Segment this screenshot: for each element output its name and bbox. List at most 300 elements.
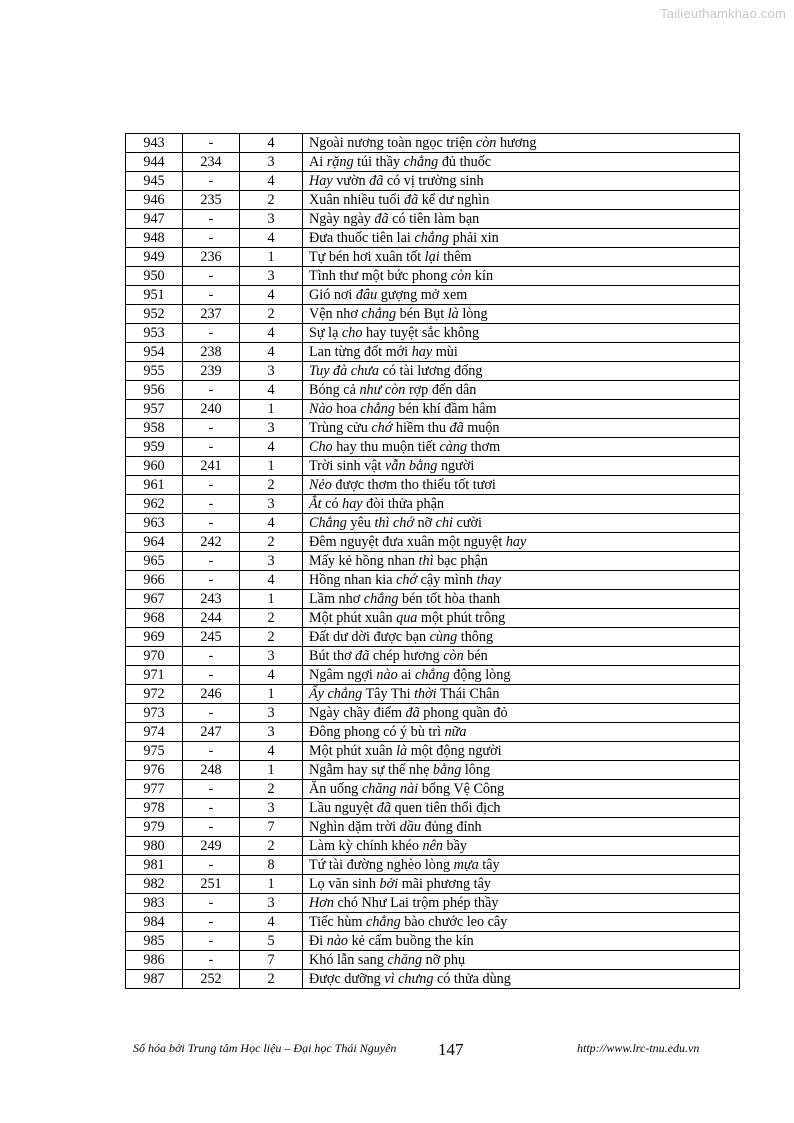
verse-text-cell (303, 685, 740, 704)
poem-number-cell: - (183, 381, 240, 400)
verse-text: bén tốt hòa thanh (398, 590, 501, 607)
emphasized-word: chẳng (366, 913, 401, 930)
verse-text: lông (461, 761, 491, 778)
emphasized-word: đã (405, 704, 420, 721)
row-number-cell: 956 (126, 381, 183, 400)
watermark: Tailieuthamkhao.com (660, 6, 786, 21)
verse-table-body (126, 134, 740, 989)
emphasized-word: đã (369, 172, 384, 189)
verse-text: Ngâm ngợi (309, 666, 377, 683)
verse-text-cell (303, 229, 740, 248)
line-number-cell: 3 (240, 153, 303, 172)
row-number-cell: 978 (126, 799, 183, 818)
verse-text: Đi (309, 932, 327, 949)
row-number-cell: 948 (126, 229, 183, 248)
verse-text: bén Bụt (396, 305, 448, 322)
poem-number-cell: - (183, 818, 240, 837)
verse-text: đủ thuốc (438, 153, 492, 170)
emphasized-word: Hay (309, 172, 333, 189)
row-number-cell: 983 (126, 894, 183, 913)
verse-text-cell (303, 780, 740, 799)
verse-text: Tình thư một bức phong (309, 267, 451, 284)
poem-number-cell: 251 (183, 875, 240, 894)
emphasized-word: bằng (432, 761, 462, 778)
emphasized-word: bởi (379, 875, 399, 892)
emphasized-word: nữa (444, 723, 467, 740)
verse-text: có (321, 495, 343, 512)
verse-text: Mấy kẻ hồng nhan (309, 552, 419, 569)
poem-number-cell: - (183, 134, 240, 153)
poem-number-cell: - (183, 799, 240, 818)
verse-text-cell (303, 571, 740, 590)
row-number-cell: 976 (126, 761, 183, 780)
row-number-cell: 946 (126, 191, 183, 210)
line-number-cell: 4 (240, 571, 303, 590)
poem-number-cell: - (183, 267, 240, 286)
line-number-cell: 3 (240, 552, 303, 571)
verse-text: một động người (407, 742, 502, 759)
verse-text-cell (303, 761, 740, 780)
verse-text: Tự bén hơi xuân tốt (309, 248, 425, 265)
row-number-cell: 977 (126, 780, 183, 799)
table-row (126, 704, 740, 723)
line-number-cell: 4 (240, 286, 303, 305)
verse-text: có tiên làm bạn (388, 210, 480, 227)
table-row (126, 818, 740, 837)
emphasized-word: Tuy đà chưa (309, 362, 380, 379)
verse-text-cell (303, 191, 740, 210)
table-row (126, 932, 740, 951)
verse-text: vườn (332, 172, 370, 189)
verse-text-cell (303, 609, 740, 628)
verse-text: kể dư nghìn (418, 191, 490, 208)
verse-text-cell (303, 970, 740, 989)
line-number-cell: 2 (240, 628, 303, 647)
line-number-cell: 2 (240, 533, 303, 552)
line-number-cell: 3 (240, 647, 303, 666)
emphasized-word: lại (424, 248, 440, 265)
verse-text: Làm kỳ chính khéo (309, 837, 423, 854)
verse-text: yêu (346, 514, 375, 531)
emphasized-word: Chẳng (309, 514, 347, 531)
row-number-cell: 959 (126, 438, 183, 457)
row-number-cell: 954 (126, 343, 183, 362)
row-number-cell: 970 (126, 647, 183, 666)
verse-text: Được dưỡng (309, 970, 385, 987)
verse-text: Lầu nguyệt (309, 799, 377, 816)
table-row (126, 894, 740, 913)
row-number-cell: 979 (126, 818, 183, 837)
emphasized-word: Nẻo (309, 476, 332, 493)
verse-text-cell (303, 267, 740, 286)
emphasized-word: chẳng (414, 229, 450, 246)
line-number-cell: 2 (240, 191, 303, 210)
verse-text-cell (303, 305, 740, 324)
verse-text: nỡ phụ (422, 951, 466, 968)
emphasized-word: chẳng (403, 153, 439, 170)
table-row (126, 286, 740, 305)
table-row (126, 666, 740, 685)
verse-text: phải xin (449, 229, 499, 246)
verse-text: Hồng nhan kia (309, 571, 397, 588)
table-row (126, 609, 740, 628)
row-number-cell: 973 (126, 704, 183, 723)
line-number-cell: 1 (240, 685, 303, 704)
line-number-cell: 3 (240, 799, 303, 818)
verse-text: Ngày chầy điểm (309, 704, 406, 721)
line-number-cell: 4 (240, 134, 303, 153)
verse-text-cell (303, 875, 740, 894)
verse-text-cell (303, 248, 740, 267)
verse-text-cell (303, 457, 740, 476)
poem-number-cell: 243 (183, 590, 240, 609)
verse-text: Đông phong có ý bù trì (309, 723, 445, 740)
row-number-cell: 987 (126, 970, 183, 989)
emphasized-word: thay (476, 571, 501, 588)
table-row (126, 438, 740, 457)
table-row (126, 913, 740, 932)
poem-number-cell: 245 (183, 628, 240, 647)
verse-text: hay tuyệt sắc không (362, 324, 480, 341)
row-number-cell: 952 (126, 305, 183, 324)
emphasized-word: chớ (371, 419, 393, 436)
poem-number-cell: - (183, 856, 240, 875)
poem-number-cell: - (183, 476, 240, 495)
verse-text-cell (303, 723, 740, 742)
poem-number-cell: 252 (183, 970, 240, 989)
table-row (126, 229, 740, 248)
emphasized-word: dầu (399, 818, 421, 835)
verse-text-cell (303, 134, 740, 153)
verse-text-cell (303, 476, 740, 495)
emphasized-word: nào (326, 932, 349, 949)
poem-number-cell: - (183, 571, 240, 590)
row-number-cell: 960 (126, 457, 183, 476)
row-number-cell: 955 (126, 362, 183, 381)
emphasized-word: còn (475, 134, 497, 151)
verse-text-cell (303, 856, 740, 875)
line-number-cell: 1 (240, 875, 303, 894)
verse-text-cell (303, 818, 740, 837)
verse-text-cell (303, 799, 740, 818)
row-number-cell: 985 (126, 932, 183, 951)
line-number-cell: 3 (240, 419, 303, 438)
row-number-cell: 951 (126, 286, 183, 305)
verse-text: Một phút xuân (309, 742, 397, 759)
verse-text-cell (303, 666, 740, 685)
poem-number-cell: - (183, 514, 240, 533)
footer-url: http://www.lrc-tnu.edu.vn (577, 1041, 700, 1055)
poem-number-cell: - (183, 742, 240, 761)
table-row (126, 856, 740, 875)
verse-text: Tây Thi (362, 685, 415, 702)
row-number-cell: 968 (126, 609, 183, 628)
line-number-cell: 3 (240, 723, 303, 742)
row-number-cell: 980 (126, 837, 183, 856)
verse-text: phong quần đỏ (419, 704, 508, 721)
emphasized-word: chăng nài (361, 780, 419, 797)
row-number-cell: 950 (126, 267, 183, 286)
verse-text: hiềm thu (392, 419, 450, 436)
verse-text: Sự lạ (309, 324, 342, 341)
emphasized-word: Ắt (309, 495, 322, 512)
row-number-cell: 949 (126, 248, 183, 267)
poem-number-cell: 249 (183, 837, 240, 856)
line-number-cell: 2 (240, 609, 303, 628)
row-number-cell: 947 (126, 210, 183, 229)
poem-number-cell: - (183, 932, 240, 951)
poem-number-cell: 238 (183, 343, 240, 362)
table-row (126, 305, 740, 324)
emphasized-word: chẳng (361, 305, 397, 322)
verse-text: Ngẫm hay sự thế nhẹ (309, 761, 433, 778)
row-number-cell: 986 (126, 951, 183, 970)
emphasized-word: hay (411, 343, 433, 360)
row-number-cell: 969 (126, 628, 183, 647)
line-number-cell: 2 (240, 970, 303, 989)
verse-text: quen tiên thổi địch (390, 799, 501, 816)
table-row (126, 210, 740, 229)
line-number-cell: 2 (240, 476, 303, 495)
table-row (126, 514, 740, 533)
table-row (126, 799, 740, 818)
row-number-cell: 957 (126, 400, 183, 419)
poem-number-cell: - (183, 324, 240, 343)
emphasized-word: là (447, 305, 459, 322)
row-number-cell: 962 (126, 495, 183, 514)
line-number-cell: 1 (240, 248, 303, 267)
poem-number-cell: - (183, 438, 240, 457)
line-number-cell: 1 (240, 400, 303, 419)
table-row (126, 419, 740, 438)
verse-text-cell (303, 400, 740, 419)
line-number-cell: 3 (240, 267, 303, 286)
line-number-cell: 1 (240, 761, 303, 780)
verse-text: hay thu muộn tiết (332, 438, 440, 455)
line-number-cell: 1 (240, 457, 303, 476)
verse-text-cell (303, 647, 740, 666)
table-row (126, 571, 740, 590)
verse-text: Đưa thuốc tiên lai (309, 229, 415, 246)
poem-number-cell: 242 (183, 533, 240, 552)
line-number-cell: 3 (240, 210, 303, 229)
emphasized-word: là (396, 742, 408, 759)
verse-text: Một phút xuân (309, 609, 397, 626)
row-number-cell: 972 (126, 685, 183, 704)
row-number-cell: 945 (126, 172, 183, 191)
verse-text: chép hương (369, 647, 444, 664)
emphasized-word: đâu (355, 286, 378, 303)
table-row (126, 780, 740, 799)
row-number-cell: 975 (126, 742, 183, 761)
verse-text: một phút trông (417, 609, 506, 626)
page-number: 147 (438, 1040, 464, 1059)
verse-text: kín (471, 267, 494, 284)
verse-text: Lọ văn sinh (309, 875, 380, 892)
verse-text-cell (303, 324, 740, 343)
verse-text-cell (303, 153, 740, 172)
emphasized-word: nào (376, 666, 398, 683)
emphasized-word: nên (422, 837, 443, 854)
verse-text: thơm (467, 438, 501, 455)
verse-text: muộn (463, 419, 500, 436)
verse-text: đòi thửa phận (362, 495, 444, 512)
table-row (126, 248, 740, 267)
emphasized-word: Hơn (309, 894, 334, 911)
emphasized-word: cho (341, 324, 363, 341)
verse-text: động lòng (449, 666, 511, 683)
emphasized-word: Ấy chẳng (309, 685, 363, 702)
verse-text: tây (478, 856, 500, 873)
poem-number-cell: 248 (183, 761, 240, 780)
verse-text: thêm (439, 248, 472, 265)
table-row (126, 267, 740, 286)
table-row (126, 628, 740, 647)
emphasized-word: đã (449, 419, 464, 436)
emphasized-word: chi (435, 514, 453, 531)
line-number-cell: 4 (240, 343, 303, 362)
verse-text-cell (303, 704, 740, 723)
verse-text-cell (303, 894, 740, 913)
verse-text-cell (303, 381, 740, 400)
verse-text-cell (303, 742, 740, 761)
verse-text-cell (303, 438, 740, 457)
verse-text: hương (496, 134, 537, 151)
line-number-cell: 8 (240, 856, 303, 875)
line-number-cell: 3 (240, 362, 303, 381)
verse-text: Bóng cả (309, 381, 360, 398)
line-number-cell: 4 (240, 438, 303, 457)
line-number-cell: 3 (240, 704, 303, 723)
verse-text: Trời sinh vật (309, 457, 385, 474)
emphasized-word: vì chưng (384, 970, 434, 987)
table-row (126, 552, 740, 571)
verse-text: ai (397, 666, 416, 683)
verse-text-cell (303, 951, 740, 970)
verse-text: cười (452, 514, 482, 531)
row-number-cell: 943 (126, 134, 183, 153)
poem-number-cell: - (183, 951, 240, 970)
verse-text: gượng mở xem (377, 286, 468, 303)
row-number-cell: 982 (126, 875, 183, 894)
poem-number-cell: 234 (183, 153, 240, 172)
line-number-cell: 7 (240, 818, 303, 837)
verse-text: bén (463, 647, 488, 664)
row-number-cell: 965 (126, 552, 183, 571)
row-number-cell: 971 (126, 666, 183, 685)
line-number-cell: 4 (240, 666, 303, 685)
line-number-cell: 4 (240, 742, 303, 761)
table-row (126, 970, 740, 989)
poem-number-cell: 239 (183, 362, 240, 381)
verse-text-cell (303, 210, 740, 229)
line-number-cell: 4 (240, 913, 303, 932)
table-row (126, 875, 740, 894)
emphasized-word: thì chớ (374, 514, 414, 531)
row-number-cell: 984 (126, 913, 183, 932)
row-number-cell: 963 (126, 514, 183, 533)
line-number-cell: 2 (240, 837, 303, 856)
emphasized-word: chăng (387, 951, 423, 968)
line-number-cell: 4 (240, 172, 303, 191)
line-number-cell: 2 (240, 305, 303, 324)
poem-number-cell: 236 (183, 248, 240, 267)
verse-text: mùi (432, 343, 458, 360)
verse-text: bổng Vệ Công (418, 780, 505, 797)
verse-text-cell (303, 343, 740, 362)
row-number-cell: 981 (126, 856, 183, 875)
verse-text: bào chước leo cây (400, 913, 508, 930)
poem-number-cell: - (183, 780, 240, 799)
emphasized-word: càng (439, 438, 468, 455)
table-row (126, 837, 740, 856)
verse-text: thông (457, 628, 494, 645)
line-number-cell: 4 (240, 324, 303, 343)
verse-text: bầy (442, 837, 468, 854)
verse-text: Lầm nhơ (309, 590, 364, 607)
verse-text: Ai (309, 153, 327, 170)
verse-text: rợp đến dân (405, 381, 477, 398)
table-row (126, 685, 740, 704)
poem-number-cell: 237 (183, 305, 240, 324)
emphasized-word: Nào (309, 400, 333, 417)
emphasized-word: chớ (396, 571, 418, 588)
verse-text: Bút thơ (309, 647, 356, 664)
verse-table (125, 133, 740, 989)
table-row (126, 400, 740, 419)
verse-text: Tứ tài đường nghèo lòng (309, 856, 454, 873)
line-number-cell: 7 (240, 951, 303, 970)
emphasized-word: hay (505, 533, 527, 550)
poem-number-cell: 244 (183, 609, 240, 628)
verse-text-cell (303, 913, 740, 932)
verse-text: Tiếc hùm (309, 913, 367, 930)
table-row (126, 533, 740, 552)
row-number-cell: 944 (126, 153, 183, 172)
table-row (126, 742, 740, 761)
poem-number-cell: - (183, 210, 240, 229)
line-number-cell: 4 (240, 229, 303, 248)
verse-text: Gió nơi (309, 286, 356, 303)
emphasized-word: Cho (309, 438, 333, 455)
verse-text: kẻ cấm buồng the kín (348, 932, 474, 949)
emphasized-word: chẳng (360, 400, 395, 417)
verse-text-cell (303, 932, 740, 951)
verse-text-cell (303, 172, 740, 191)
verse-text: bén khí đầm hâm (394, 400, 497, 417)
table-row (126, 761, 740, 780)
poem-number-cell: - (183, 172, 240, 191)
line-number-cell: 5 (240, 932, 303, 951)
emphasized-word: như còn (359, 381, 406, 398)
table-row (126, 381, 740, 400)
verse-text: Ngoài nương toàn ngọc triện (309, 134, 476, 151)
verse-text-cell (303, 552, 740, 571)
poem-number-cell: - (183, 286, 240, 305)
poem-number-cell: - (183, 647, 240, 666)
verse-text: lòng (458, 305, 488, 322)
verse-text-cell (303, 837, 740, 856)
verse-text: người (437, 457, 475, 474)
verse-text: Khó lẫn sang (309, 951, 388, 968)
table-row (126, 191, 740, 210)
emphasized-word: thời (414, 685, 437, 702)
table-row (126, 172, 740, 191)
verse-text: được thơm tho thiếu tốt tươi (331, 476, 496, 493)
verse-text: Thái Chân (436, 685, 500, 702)
poem-number-cell: - (183, 552, 240, 571)
verse-text-cell (303, 362, 740, 381)
